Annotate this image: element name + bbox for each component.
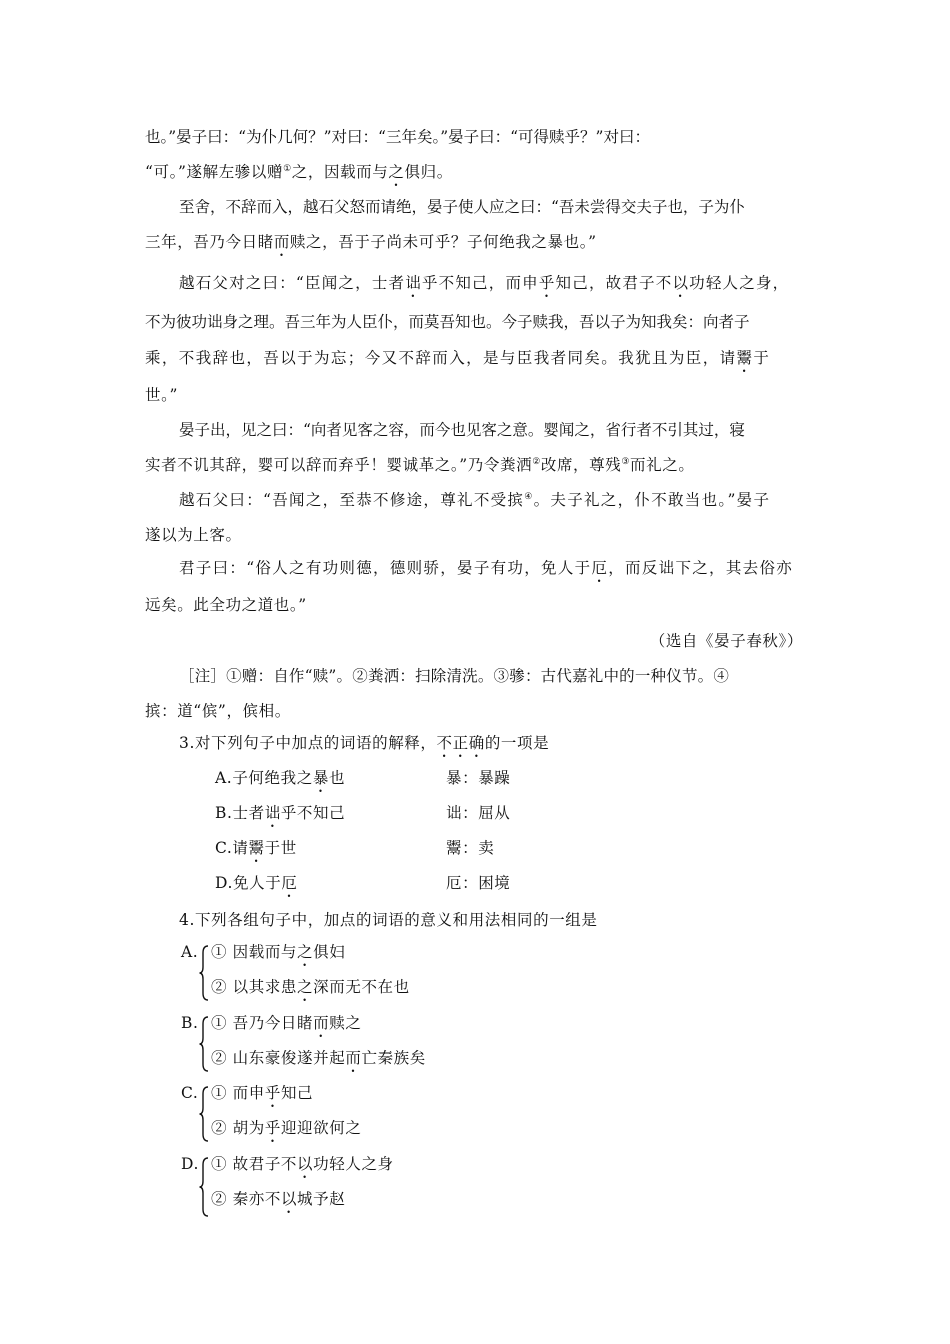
passage-text: 功轻人之身， <box>689 274 790 292</box>
passage-text: 。夫子礼之，仆不敢当也。”晏子 <box>533 491 771 509</box>
option-text: ① 吾乃今日睹 <box>211 1014 314 1032</box>
passage-text: 实者不讥其辞，婴可以辞而弃乎！婴诚革之。”乃令粪洒 <box>145 456 533 474</box>
option-text: ① 故君子不 <box>211 1155 298 1173</box>
q4-option-d-sentence-2 <box>211 1188 345 1217</box>
option-text: ① 因载而与 <box>211 943 298 961</box>
passage-line <box>145 347 805 376</box>
question-text: 4.下列各组句子中，加点的词语的意义和用法相同的一组是 <box>179 911 598 929</box>
passage-line <box>145 594 307 616</box>
option-text: 亡秦族矣 <box>361 1049 426 1067</box>
passage-text: 知己，故君子不 <box>555 274 673 292</box>
footnote-marker: ③ <box>621 456 631 467</box>
dotted-word: 之 <box>297 943 314 961</box>
notes-line <box>145 700 291 722</box>
passage-line <box>145 384 178 406</box>
option-gloss: 鬻：卖 <box>446 839 495 857</box>
dotted-word: 以 <box>672 274 690 292</box>
q4-option-d-sentence-1 <box>211 1153 394 1182</box>
q4-option-b-sentence-2 <box>211 1047 426 1076</box>
passage-text: 晏子出，见之曰：“向者见客之容，而今也见客之意。婴闻之，省行者不引其过，寝 <box>179 421 745 439</box>
option-letter: D. <box>181 1155 200 1173</box>
option-text: A.子何绝我之 <box>215 769 313 787</box>
dotted-word: 之 <box>388 163 405 181</box>
option-text: D.免人于 <box>215 874 282 892</box>
footnote-marker: ④ <box>524 491 534 502</box>
option-text: ② 以其求患 <box>211 978 298 996</box>
option-letter: B. <box>181 1014 199 1032</box>
passage-text: 俱归。 <box>404 163 453 181</box>
passage-line <box>145 231 597 260</box>
passage-line <box>145 311 805 333</box>
option-gloss: 诎：屈从 <box>446 804 511 822</box>
passage-text: 也。”晏子曰：“为仆几何？”对曰：“三年矣。”晏子曰：“可得赎乎？”对曰： <box>145 128 650 146</box>
q3-option-a[interactable] <box>215 767 805 796</box>
passage-text: 三年，吾乃今日睹 <box>145 233 274 251</box>
notes-text: ［注］①赠：自作“赎”。②粪洒：扫除清洗。③骖：古代嘉礼中的一种仪节。④ <box>179 667 730 685</box>
passage-text: 于 <box>753 349 771 367</box>
dotted-word: 暴 <box>312 769 329 787</box>
option-text: 于世 <box>264 839 297 857</box>
passage-line <box>145 126 805 148</box>
option-gloss: 厄：困境 <box>446 874 511 892</box>
passage-text: “可。”遂解左骖以赠 <box>145 163 284 181</box>
dotted-word: 鬻 <box>736 349 754 367</box>
passage-line <box>179 557 805 586</box>
passage-line <box>179 419 805 441</box>
q4-option-a-sentence-2 <box>211 976 410 1005</box>
q3-option-b[interactable] <box>215 802 805 831</box>
question-text: 3.对下列句子中加点的词语的解释， <box>179 734 437 752</box>
dotted-word: 诎 <box>405 274 422 292</box>
dotted-word: 鬻 <box>248 839 265 857</box>
passage-text: ，而反诎下之，其去俗亦 <box>608 559 794 577</box>
passage-text: 遂以为上客。 <box>145 526 242 544</box>
dotted-word: 厄 <box>591 559 609 577</box>
question-4-stem <box>179 909 598 931</box>
option-text: 知己 <box>280 1084 314 1102</box>
passage-text: 也。” <box>563 233 597 251</box>
question-3-stem <box>179 732 549 761</box>
q4-option-d-letter[interactable] <box>181 1153 199 1175</box>
option-text: ② 胡为 <box>211 1119 265 1137</box>
brace-icon <box>199 945 208 1001</box>
brace-icon <box>199 1157 208 1217</box>
dotted-word: 而 <box>345 1049 362 1067</box>
option-text: 乎不知己 <box>280 804 346 822</box>
source-text: （选自《晏子春秋》） <box>649 632 803 650</box>
option-text: 俱妇 <box>313 943 346 961</box>
option-text: 赎之 <box>329 1014 362 1032</box>
option-text: 深而无不在也 <box>313 978 410 996</box>
passage-text: 越石父曰：“吾闻之，至恭不修途，尊礼不受摈 <box>179 491 525 509</box>
option-text: 功轻人之身 <box>313 1155 394 1173</box>
passage-line <box>179 196 805 218</box>
dotted-word: 之 <box>297 978 314 996</box>
passage-text: 世。” <box>145 386 178 404</box>
q4-option-a-sentence-1 <box>211 941 345 970</box>
q4-option-c-sentence-1 <box>211 1082 313 1111</box>
passage-line <box>145 454 694 476</box>
dotted-word: 乎 <box>264 1119 281 1137</box>
passage-text: 远矣。此全功之道也。” <box>145 596 307 614</box>
option-letter: C. <box>181 1084 199 1102</box>
q3-option-c[interactable] <box>215 837 805 866</box>
passage-text: 赎之，吾于子尚未可乎？子何绝我之 <box>289 233 548 251</box>
q3-option-d[interactable] <box>215 872 805 901</box>
option-text: 城予赵 <box>297 1190 346 1208</box>
brace-icon <box>199 1086 208 1142</box>
passage-text: 越石父对之曰：“臣闻之，士者 <box>179 274 406 292</box>
option-text: ① 而申 <box>211 1084 265 1102</box>
dotted-word: 乎 <box>538 274 556 292</box>
option-text: ② 秦亦不 <box>211 1190 281 1208</box>
option-text: ② 山东豪俊遂并起 <box>211 1049 346 1067</box>
footnote-marker: ① <box>283 163 292 174</box>
passage-line <box>179 489 805 511</box>
passage-line <box>179 272 805 301</box>
dotted-word: 以 <box>280 1190 298 1208</box>
option-text: B.士者 <box>215 804 265 822</box>
option-text: 也 <box>328 769 346 787</box>
dotted-word: 而 <box>273 233 290 251</box>
q4-option-c-letter[interactable] <box>181 1082 198 1104</box>
option-text: 迎迎欲何之 <box>280 1119 362 1137</box>
source-citation <box>600 630 803 652</box>
dotted-word: 以 <box>297 1155 314 1173</box>
q4-option-a-letter[interactable] <box>181 941 198 963</box>
passage-text: 不为彼功诎身之理。吾三年为人臣仆，而莫吾知也。今子赎我，吾以子为知我矣：向者子 <box>145 313 750 331</box>
dotted-word: 不正确 <box>436 734 485 752</box>
passage-line <box>145 161 453 190</box>
passage-line <box>145 524 242 546</box>
passage-text: 至舍，不辞而入，越石父怒而请绝，晏子使人应之曰：“吾未尝得交夫子也，子为仆 <box>179 198 745 216</box>
passage-text: 之，因载而与 <box>291 163 389 181</box>
q4-option-b-letter[interactable] <box>181 1012 199 1034</box>
passage-text: 暴 <box>547 233 564 251</box>
dotted-word: 诎 <box>264 804 281 822</box>
passage-text: 改席，尊残 <box>540 456 622 474</box>
passage-text: 君子曰：“俗人之有功则德，德则骄，晏子有功，免人于 <box>179 559 592 577</box>
q4-option-b-sentence-1 <box>211 1012 361 1041</box>
passage-text: 乘，不我辞也，吾以于为忘；今又不辞而入，是与臣我者同矣。我犹且为臣，请 <box>145 349 737 367</box>
option-letter: A. <box>181 943 199 961</box>
q4-option-c-sentence-2 <box>211 1117 361 1146</box>
dotted-word: 厄 <box>281 874 298 892</box>
brace-icon <box>199 1016 208 1072</box>
notes-text: 摈：道“傧”，傧相。 <box>145 702 291 720</box>
option-text: C.请 <box>215 839 249 857</box>
passage-text: 乎不知己，而申 <box>421 274 539 292</box>
option-gloss: 暴：暴躁 <box>446 769 511 787</box>
dotted-word: 而 <box>313 1014 330 1032</box>
passage-text: 而礼之。 <box>630 456 695 474</box>
question-text: 的一项是 <box>484 734 550 752</box>
footnote-marker: ② <box>532 456 541 467</box>
notes-line <box>179 665 805 687</box>
dotted-word: 乎 <box>264 1084 281 1102</box>
